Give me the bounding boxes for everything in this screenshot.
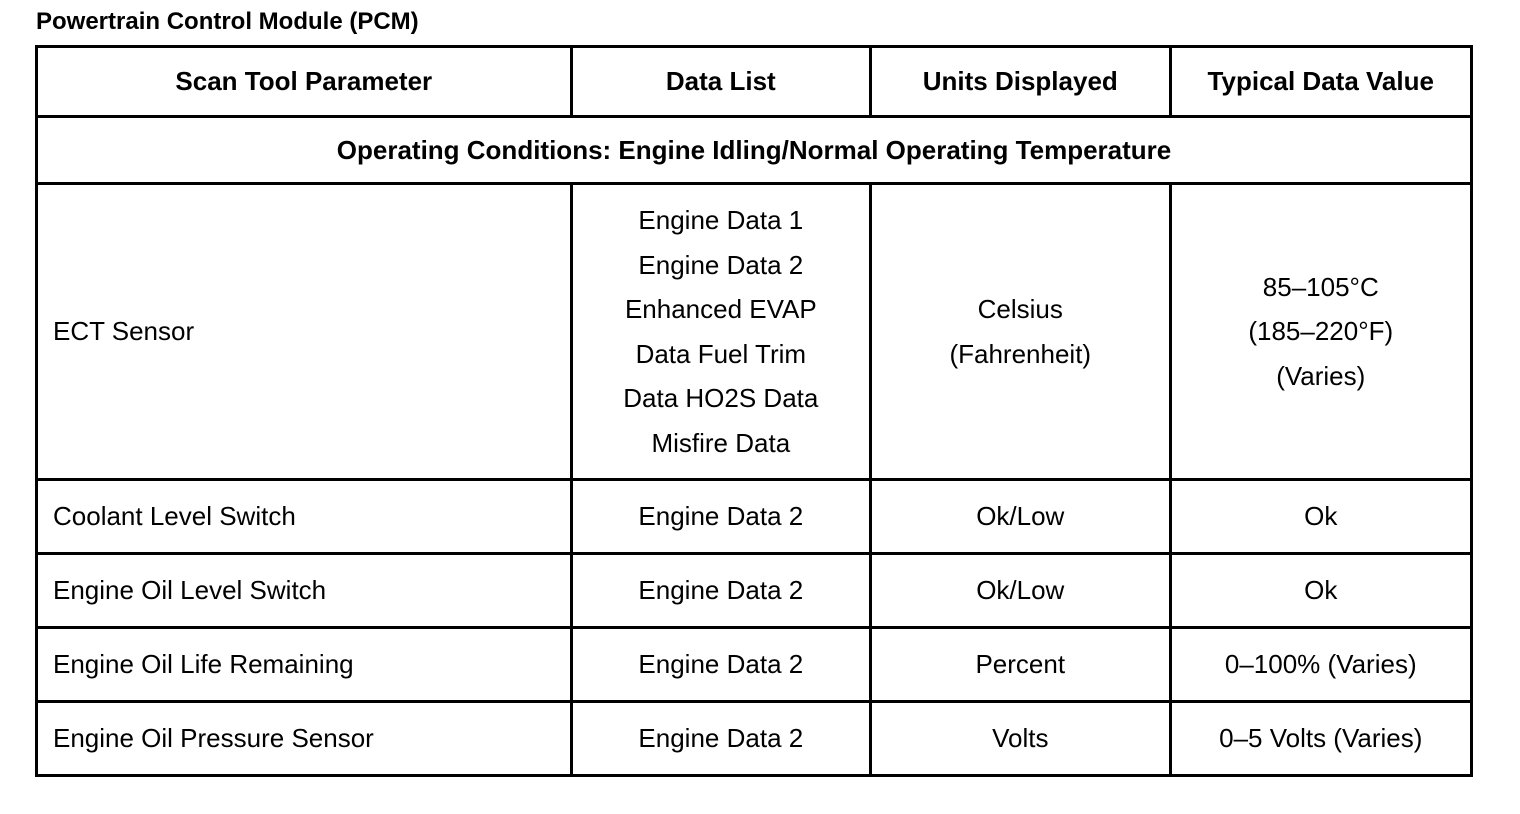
parameter-cell: Coolant Level Switch <box>37 480 572 554</box>
operating-conditions-text: Operating Conditions: Engine Idling/Normal Operating Temperature <box>37 117 1472 184</box>
units-cell <box>871 184 1170 480</box>
parameter-cell: ECT Sensor <box>37 184 572 480</box>
units-cell: Volts <box>871 702 1170 776</box>
table-row <box>37 184 1472 480</box>
operating-conditions-row <box>37 117 1472 184</box>
parameter-cell: Engine Oil Level Switch <box>37 554 572 628</box>
parameter-cell: Engine Oil Life Remaining <box>37 628 572 702</box>
data-list-item: Misfire Data <box>651 427 791 458</box>
typical-value-cell: Ok <box>1170 480 1472 554</box>
data-list-cell <box>571 184 870 480</box>
typical-value-cell: 0–100% (Varies) <box>1170 628 1472 702</box>
table-row <box>37 628 1472 702</box>
data-list-item: Enhanced EVAP <box>624 294 817 324</box>
table-row <box>37 480 1472 554</box>
units-line: Celsius <box>977 294 1063 324</box>
pcm-data-table <box>35 45 1473 777</box>
table-row <box>37 702 1472 776</box>
table-header-row <box>37 47 1472 117</box>
data-list-cell: Engine Data 2 <box>571 480 870 554</box>
data-list-cell: Engine Data 2 <box>571 628 870 702</box>
typical-value-line: 85–105°C <box>1262 271 1379 302</box>
data-list-item: Engine Data 1 <box>638 205 804 235</box>
data-list-cell: Engine Data 2 <box>571 554 870 628</box>
typical-value-line: (185–220°F) <box>1248 316 1394 347</box>
header-data-list: Data List <box>571 47 870 117</box>
parameter-cell: Engine Oil Pressure Sensor <box>37 702 572 776</box>
typical-value-cell: 0–5 Volts (Varies) <box>1170 702 1472 776</box>
typical-value-line: (Varies) <box>1276 360 1366 391</box>
header-typical-data-value: Typical Data Value <box>1170 47 1472 117</box>
units-cell: Percent <box>871 628 1170 702</box>
units-cell: Ok/Low <box>871 554 1170 628</box>
header-units-displayed: Units Displayed <box>871 47 1170 117</box>
units-cell: Ok/Low <box>871 480 1170 554</box>
typical-value-cell: Ok <box>1170 554 1472 628</box>
table-row <box>37 554 1472 628</box>
data-list-cell: Engine Data 2 <box>571 702 870 776</box>
document-title: Powertrain Control Module (PCM) <box>36 8 419 35</box>
header-scan-tool-parameter: Scan Tool Parameter <box>37 47 572 117</box>
units-line: (Fahrenheit) <box>949 338 1092 369</box>
typical-value-cell <box>1170 184 1472 480</box>
data-list-item: Data Fuel Trim <box>635 338 807 369</box>
data-list-item: Data HO2S Data <box>623 383 819 413</box>
data-list-item: Engine Data 2 <box>638 249 804 280</box>
